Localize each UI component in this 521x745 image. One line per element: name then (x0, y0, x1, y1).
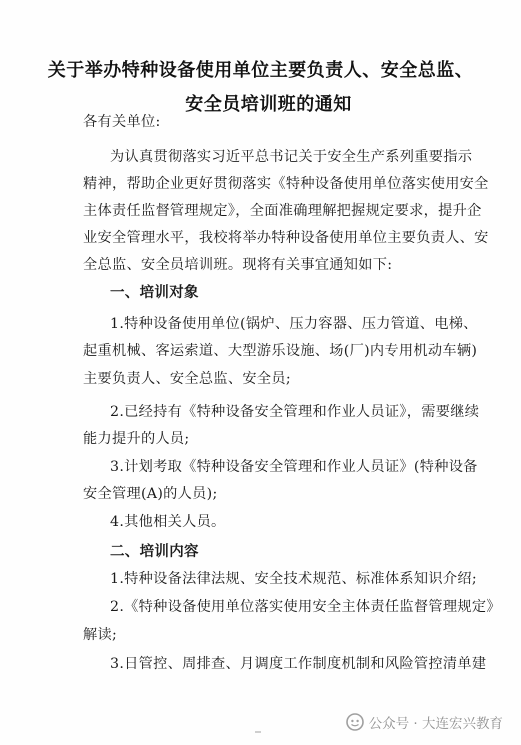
list-item-line: 能力提升的人员; (83, 431, 190, 447)
intro-paragraph-line: 精神，帮助企业更好贯彻落实《特种设备使用单位落实使用安全 (83, 176, 489, 192)
list-item-line: 4.其他相关人员。 (110, 514, 226, 530)
watermark (346, 712, 503, 732)
intro-paragraph-line: 全总监、安全员培训班。现将有关事宜通知如下: (83, 257, 393, 273)
list-item-line: 安全管理(A)的人员); (83, 486, 218, 502)
wechat-official-account-icon (346, 713, 364, 731)
list-item-line: 3.日管控、周排查、月调度工作制度机制和风险管控清单建 (110, 656, 487, 672)
watermark-text: 公众号 · 大连宏兴教育 (368, 716, 503, 732)
list-item-line: 解读; (83, 627, 118, 643)
document-title-line-2: 安全员培训班的通知 (185, 94, 352, 115)
section-heading-training-target: 一、培训对象 (110, 285, 199, 301)
document-title-line-1: 关于举办特种设备使用单位主要负责人、安全总监、 (47, 60, 474, 81)
list-item-line: 2.《特种设备使用单位落实使用安全主体责任监督管理规定》 (110, 599, 501, 615)
list-item-line: 主要负责人、安全总监、安全员; (83, 371, 291, 387)
list-item-line: 2.已经持有《特种设备安全管理和作业人员证》，需要继续 (110, 404, 480, 420)
intro-paragraph-line: 业安全管理水平，我校将举办特种设备使用单位主要负责人、安 (83, 230, 489, 246)
list-item-line: 1.特种设备使用单位(锅炉、压力容器、压力管道、电梯、 (110, 316, 478, 332)
list-item-line: 3.计划考取《特种设备安全管理和作业人员证》(特种设备 (110, 459, 478, 475)
salutation: 各有关单位: (83, 114, 161, 130)
intro-paragraph-line: 为认真贯彻落实习近平总书记关于安全生产系列重要指示 (110, 149, 473, 165)
scan-artifact (255, 731, 261, 733)
list-item-line: 起重机械、客运索道、大型游乐设施、场(厂)内专用机动车辆) (83, 343, 478, 359)
section-heading-training-content: 二、培训内容 (110, 544, 199, 560)
list-item-line: 1.特种设备法律法规、安全技术规范、标准体系知识介绍; (110, 571, 477, 587)
intro-paragraph-line: 主体责任监督管理规定》，全面准确理解把握规定要求，提升企 (83, 203, 482, 219)
